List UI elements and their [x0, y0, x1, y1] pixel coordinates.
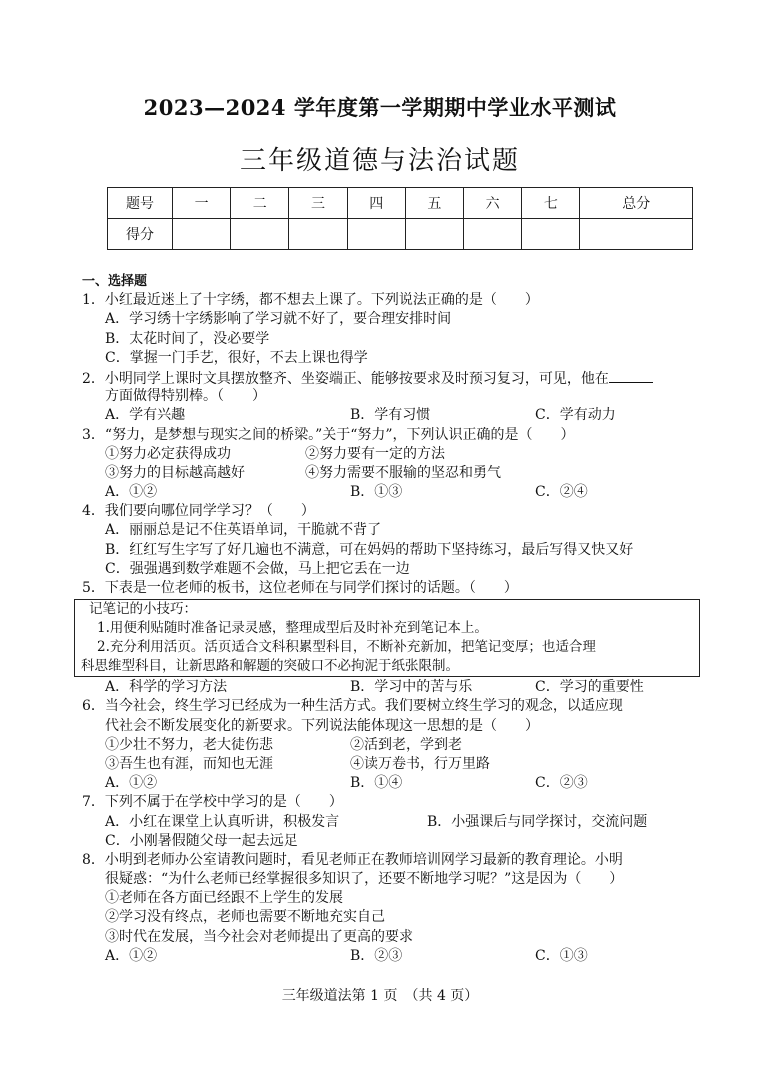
- notes-box-item-2-cont: 科思维型科目，让新思路和解题的突破口不必拘泥于纸张限制。: [81, 658, 459, 675]
- score-cell: [231, 219, 289, 250]
- question-6-option-c: C．②③: [535, 775, 588, 792]
- question-6-statement-4: ④读万卷书，行万里路: [350, 755, 490, 772]
- question-3-statement-1: ①努力必定获得成功: [105, 445, 231, 462]
- question-1-stem: 1．小红最近迷上了十字绣，都不想去上课了。下列说法正确的是（ ）: [82, 292, 539, 309]
- question-1-option-a: A．学习绣十字绣影响了学习就不好了，要合理安排时间: [105, 311, 452, 328]
- score-cell: [173, 219, 231, 250]
- question-6-option-b: B．①④: [350, 775, 403, 792]
- score-table-score-row: [108, 219, 693, 250]
- question-2-option-b: B．学有习惯: [350, 407, 431, 424]
- question-5-options: [82, 678, 692, 697]
- question-2-stem-cont: 方面做得特别棒。（ ）: [105, 388, 266, 405]
- question-8-option-b: B．②③: [350, 947, 403, 964]
- question-6-options: [82, 774, 692, 793]
- question-5-stem: 5．下表是一位老师的板书，这位老师在与同学们探讨的话题。（ ）: [82, 580, 518, 596]
- notes-box-item-2: 2.充分利用活页。活页适合文科积累型科目，不断补充新加，把笔记变厚；也适合理: [97, 639, 596, 656]
- question-5-option-b: B．学习中的苦与乐: [350, 679, 473, 696]
- score-cell: [580, 219, 693, 250]
- notes-box-item-1: 1.用便利贴随时准备记录灵感，整理成型后及时补充到笔记本上。: [97, 620, 488, 637]
- score-cell: [464, 219, 522, 250]
- question-8-stem-cont: 很疑惑：“为什么老师已经掌握很多知识了，还要不断地学习呢？”这是因为（ ）: [105, 871, 624, 888]
- score-table: [107, 187, 693, 250]
- score-header-cell: 题号: [108, 188, 173, 219]
- score-header-cell: 三: [289, 188, 347, 219]
- question-3-stem: 3．“努力，是梦想与现实之间的桥梁。”关于“努力”，下列认识正确的是（ ）: [82, 426, 575, 443]
- question-1-option-c: C．掌握一门手艺，很好，不去上课也得学: [105, 349, 368, 366]
- question-3-option-b: B．①③: [350, 484, 403, 501]
- question-3-statement-2: ②努力要有一定的方法: [305, 445, 445, 462]
- question-5-option-c: C．学习的重要性: [535, 679, 644, 696]
- exam-subtitle: 三年级道德与法治试题: [239, 146, 520, 176]
- question-2-options: [82, 406, 692, 425]
- score-header-cell: 七: [522, 188, 580, 219]
- question-1-option-b: B．太花时间了，没必要学: [105, 330, 270, 347]
- question-4-option-a: A．丽丽总是记不住英语单词，干脆就不背了: [105, 522, 382, 539]
- question-3-option-a: A．①②: [105, 484, 158, 501]
- question-4-option-c: C．强强遇到数学难题不会做，马上把它丢在一边: [105, 560, 410, 577]
- question-3-statement-4: ④努力需要不服输的坚忍和勇气: [305, 464, 501, 481]
- score-table-header-row: [108, 188, 693, 219]
- question-6-statements-row1: [82, 736, 692, 755]
- score-cell: [347, 219, 405, 250]
- question-2-option-c: C．学有动力: [535, 407, 616, 424]
- question-content: [82, 272, 692, 966]
- question-2-option-a: A．学有兴趣: [105, 407, 186, 424]
- question-6-statements-row2: [82, 755, 692, 774]
- question-6-statement-2: ②活到老，学到老: [350, 736, 462, 753]
- question-8-option-a: A．①②: [105, 947, 158, 964]
- section-title: 一、选择题: [82, 274, 148, 289]
- score-header-cell: 总分: [580, 188, 693, 219]
- notes-box-title: 记笔记的小技巧：: [89, 601, 197, 618]
- page-footer: 三年级道法第 1 页 （共 4 页）: [281, 988, 479, 1004]
- score-header-cell: 一: [173, 188, 231, 219]
- question-4-stem: 4．我们要向哪位同学学习？（ ）: [82, 503, 315, 520]
- score-cell: [522, 219, 580, 250]
- question-4-option-b: B．红红写生字写了好几遍也不满意，可在妈妈的帮助下坚持练习，最后写得又快又好: [105, 541, 634, 558]
- score-cell: [289, 219, 347, 250]
- question-6-stem: 6．当今社会，终生学习已经成为一种生活方式。我们要树立终生学习的观念，以适应现: [82, 698, 623, 715]
- question-6-stem-cont: 代社会不断发展变化的新要求。下列说法能体现这一思想的是（ ）: [105, 717, 539, 734]
- question-8-option-c: C．①③: [535, 947, 588, 964]
- question-6-statement-1: ①少壮不努力，老大徒伤悲: [105, 736, 273, 753]
- question-3-statements-row2: [82, 464, 692, 483]
- question-3-statements-row1: [82, 445, 692, 464]
- question-8-statement-1: ①老师在各方面已经跟不上学生的发展: [105, 890, 343, 907]
- question-8-statement-2: ②学习没有终点，老师也需要不断地充实自己: [105, 909, 385, 926]
- question-8-options: [82, 947, 692, 966]
- score-cell: [405, 219, 463, 250]
- question-8-stem: 8．小明到老师办公室请教问题时，看见老师正在教师培训网学习最新的教育理论。小明: [82, 851, 623, 868]
- question-3-statement-3: ③努力的目标越高越好: [105, 464, 245, 481]
- score-header-cell: 五: [405, 188, 463, 219]
- question-7-option-a: A．小红在课堂上认真听讲，积极发言: [105, 813, 340, 830]
- question-3-option-c: C．②④: [535, 484, 588, 501]
- question-7-options-row1: [82, 813, 692, 832]
- score-header-cell: 二: [231, 188, 289, 219]
- question-7-option-c: C．小刚暑假随父母一起去远足: [105, 832, 298, 849]
- answer-blank: [609, 368, 653, 383]
- question-7-option-b: B．小强课后与同学探讨，交流问题: [427, 813, 648, 830]
- question-7-stem: 7．下列不属于在学校中学习的是（ ）: [82, 794, 343, 811]
- question-2-stem: [82, 368, 692, 387]
- question-2-stem-text: 2．小明同学上课时文具摆放整齐、坐姿端正、能够按要求及时预习复习，可见，他在: [82, 370, 609, 387]
- question-5-option-a: A．科学的学习方法: [105, 679, 228, 696]
- exam-title: 2023—2024 学年度第一学期期中学业水平测试: [143, 95, 617, 120]
- question-8-statement-3: ③时代在发展，当今社会对老师提出了更高的要求: [105, 928, 413, 945]
- blackboard-notes-box: [74, 599, 700, 677]
- score-row-label: 得分: [108, 219, 173, 250]
- question-6-option-a: A．①②: [105, 775, 158, 792]
- question-3-options: [82, 483, 692, 502]
- question-6-statement-3: ③吾生也有涯，而知也无涯: [105, 755, 273, 772]
- score-header-cell: 六: [464, 188, 522, 219]
- score-header-cell: 四: [347, 188, 405, 219]
